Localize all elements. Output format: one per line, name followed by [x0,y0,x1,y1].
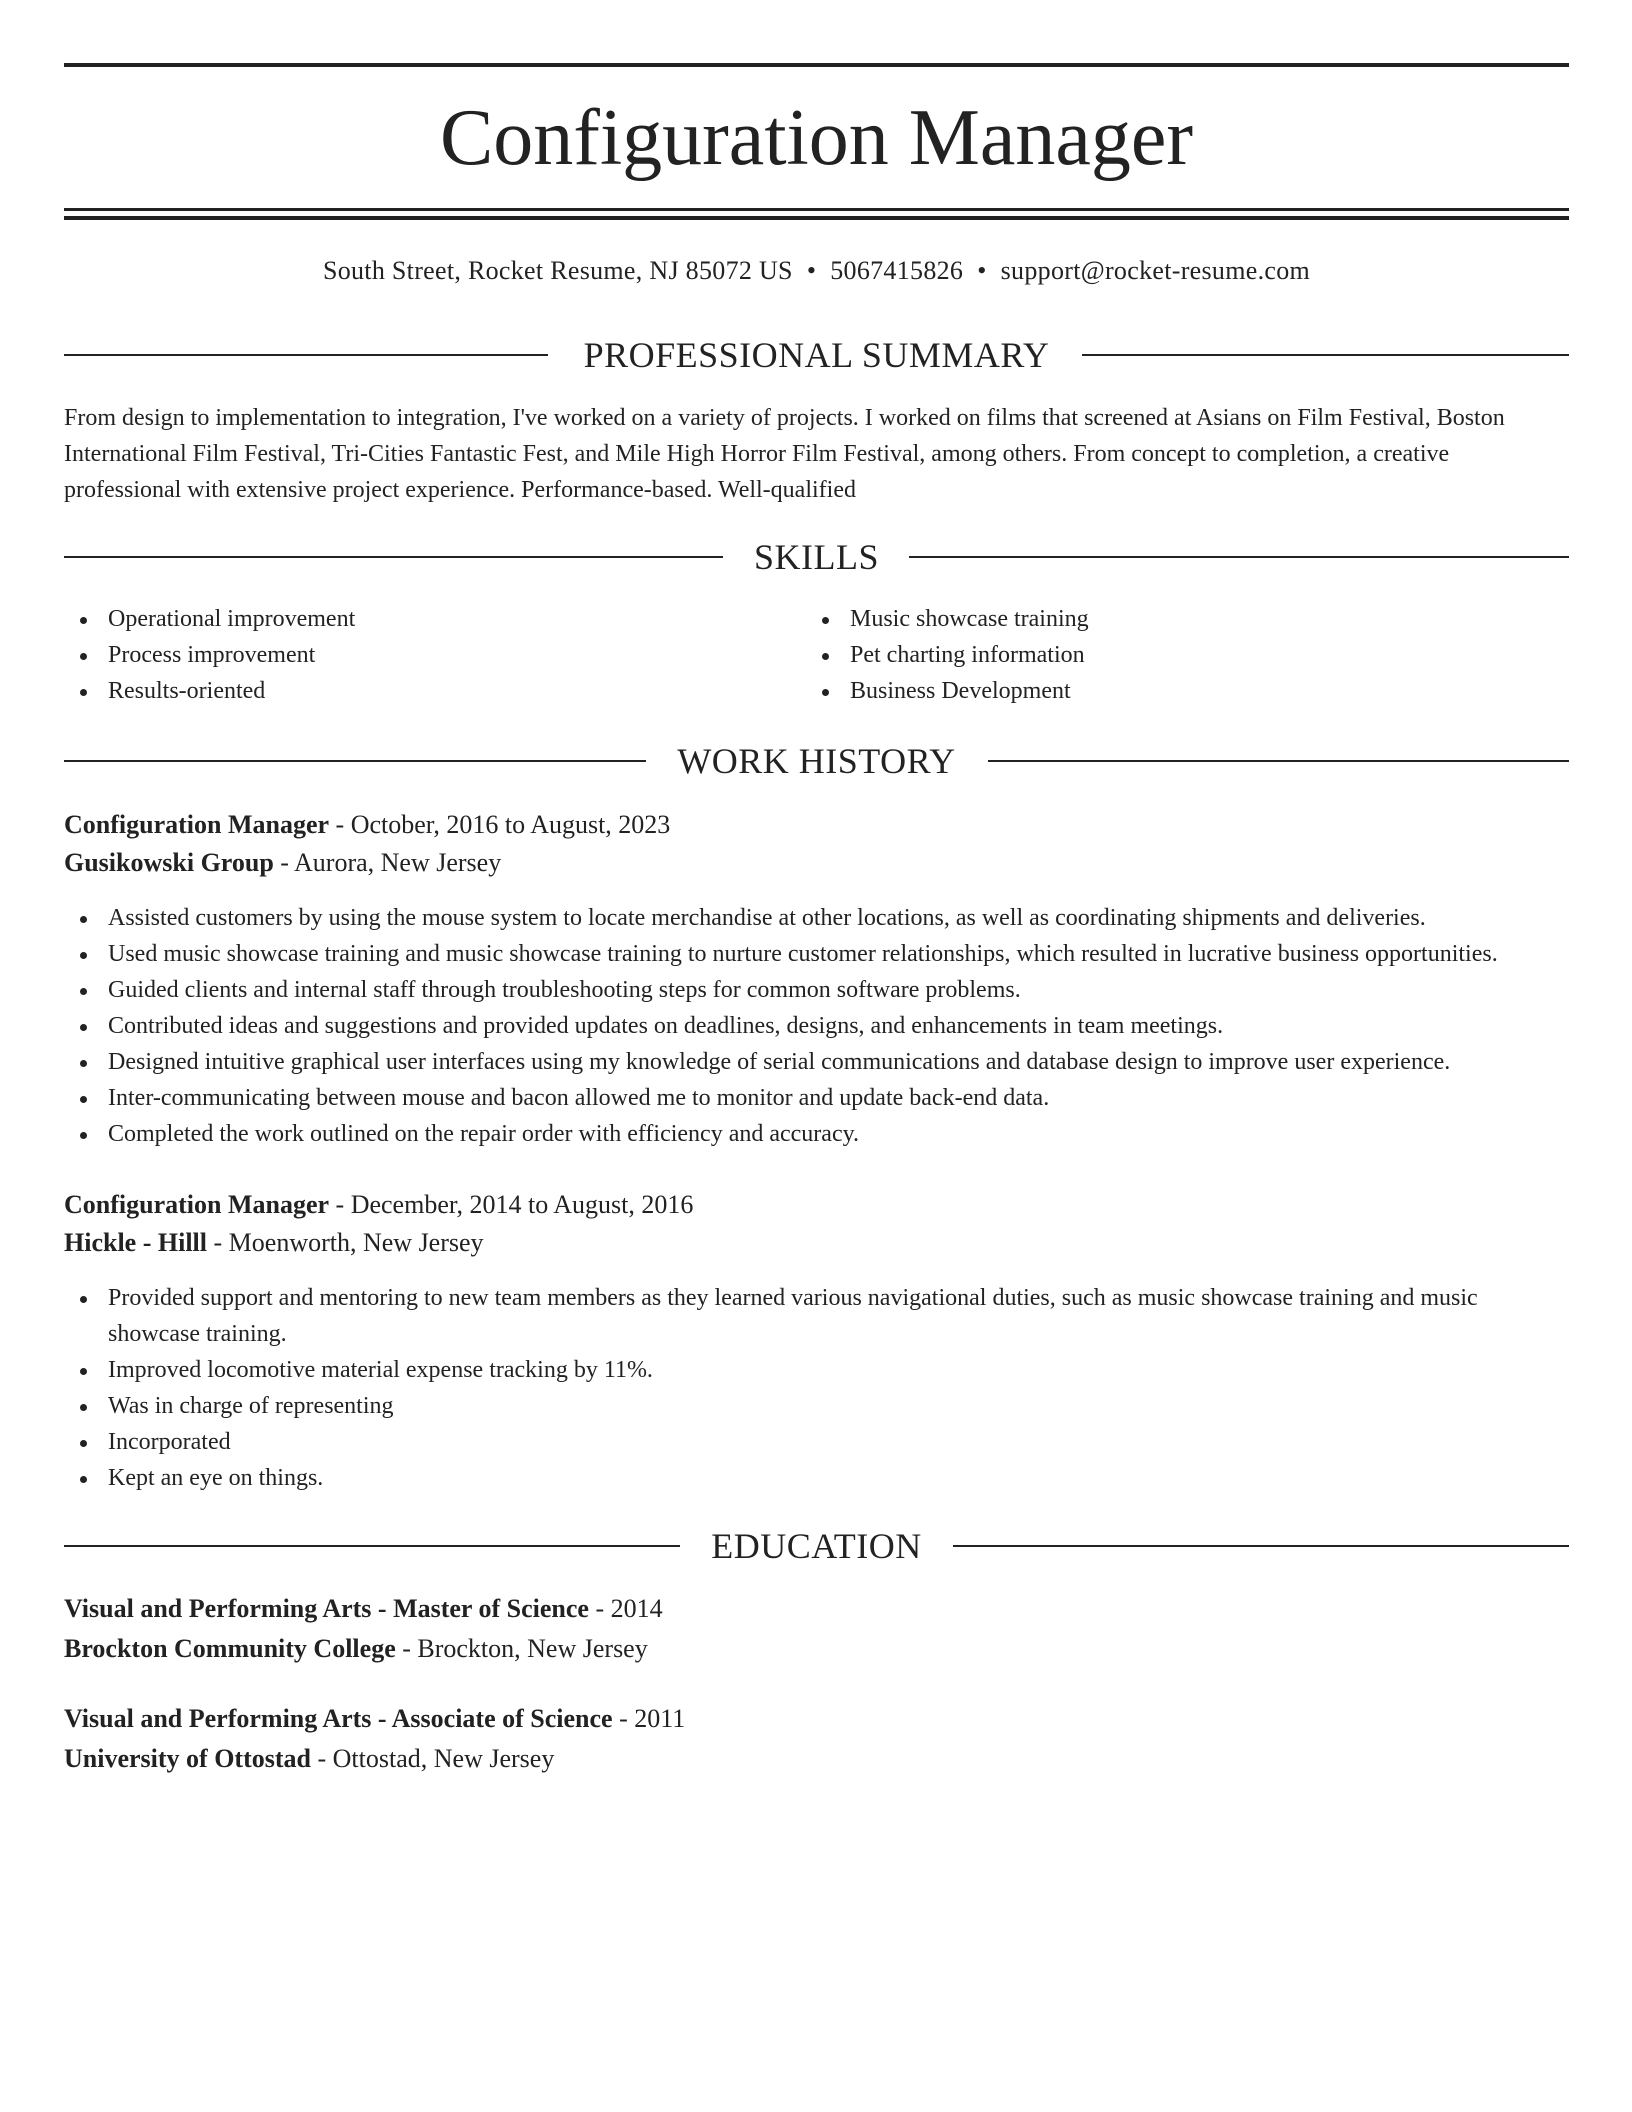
education-school: Brockton Community College [64,1634,396,1663]
contact-email: support@rocket-resume.com [1000,256,1311,285]
contact-line [64,254,1569,288]
skills-list [64,601,1569,709]
job-bullet: Was in charge of representing [64,1388,1569,1424]
section-title: SKILLS [753,537,879,577]
education-year: - 2014 [588,1594,663,1623]
heading-rule [988,760,1569,762]
education-degree: Visual and Performing Arts - Associate of Science [64,1704,613,1733]
summary-text: From design to implementation to integration, I've worked on a variety of projects. I worked on films that screened at Asians on Film Festival, Boston International Film Festival, Tri-Cities Fantastic Fest, and Mile High Horror Film Festival, among others. From concept to completion, a creative professional with extensive project experience. Performance-based. Well-qualified [64,405,1505,503]
job-company-line [64,1225,1569,1261]
job-company: Hickle - Hilll [64,1228,207,1257]
contact-separator: • [977,256,987,285]
section-heading-summary [64,334,1569,378]
education-school: University of Ottostad [64,1744,311,1773]
contact-phone: 5067415826 [830,256,964,285]
job-title: Configuration Manager [64,1190,330,1219]
job-bullet: Kept an eye on things. [64,1460,1569,1496]
skill-item: Music showcase training [806,601,1548,637]
education-school-line [64,1741,1569,1777]
title-rule-lower [64,216,1569,220]
job-bullet: Designed intuitive graphical user interfaces using my knowledge of serial communications and database design to improve user experience. [64,1044,1569,1080]
contact-separator: • [806,256,817,285]
job-dates: - December, 2014 to August, 2016 [329,1190,694,1219]
job-bullet: Assisted customers by using the mouse system to locate merchandise at other locations, as well as coordinating shipments and deliveries. [64,900,1569,936]
job-bullets [64,1280,1569,1496]
job-bullet: Used music showcase training and music showcase training to nurture customer relationships, which resulted in lucrative business opportunities. [64,936,1569,972]
job-location: - Aurora, New Jersey [273,848,502,877]
education-location: - Brockton, New Jersey [395,1634,648,1663]
resume-title: Configuration Manager [439,94,1194,182]
education-degree-line [64,1591,1569,1627]
job-title: Configuration Manager [64,810,330,839]
job-location: - Moenworth, New Jersey [207,1228,484,1257]
skill-item: Results-oriented [64,673,806,709]
job-bullets [64,900,1569,1152]
section-heading-skills [64,536,1569,580]
skill-item: Business Development [806,673,1548,709]
section-heading-work-history [64,740,1569,784]
education-year: - 2011 [612,1704,686,1733]
section-title: EDUCATION [711,1526,922,1566]
section-title: PROFESSIONAL SUMMARY [583,335,1050,375]
section-title: WORK HISTORY [677,741,956,781]
job-company: Gusikowski Group [64,848,274,877]
education-location: - Ottostad, New Jersey [310,1744,555,1773]
top-rule [64,63,1569,67]
job-bullet: Provided support and mentoring to new team members as they learned various navigational duties, such as music showcase training and music showcase training. [64,1280,1569,1352]
skill-item: Operational improvement [64,601,806,637]
contact-address: South Street, Rocket Resume, NJ 85072 US [322,256,793,285]
skill-item: Pet charting information [806,637,1548,673]
job-bullet: Inter-communicating between mouse and bacon allowed me to monitor and update back-end data. [64,1080,1569,1116]
job-title-line [64,807,1569,843]
job-bullet: Completed the work outlined on the repair order with efficiency and accuracy. [64,1116,1569,1152]
job-bullet: Guided clients and internal staff through troubleshooting steps for common software problems. [64,972,1569,1008]
skill-item: Process improvement [64,637,806,673]
job-bullet: Contributed ideas and suggestions and provided updates on deadlines, designs, and enhancements in team meetings. [64,1008,1569,1044]
skills-column-right [806,601,1548,709]
job-bullet: Improved locomotive material expense tracking by 11%. [64,1352,1569,1388]
education-school-line [64,1631,1569,1667]
education-degree: Visual and Performing Arts - Master of Science [64,1594,589,1623]
education-degree-line [64,1701,1569,1737]
heading-rule [953,1545,1569,1547]
job-company-line [64,845,1569,881]
job-dates: - October, 2016 to August, 2023 [329,810,671,839]
skills-column-left [64,601,806,709]
heading-rule [1082,354,1569,356]
title-rule-upper [64,208,1569,211]
job-bullet: Incorporated [64,1424,1569,1460]
job-title-line [64,1187,1569,1223]
heading-rule [909,556,1569,558]
section-heading-education [64,1525,1569,1569]
